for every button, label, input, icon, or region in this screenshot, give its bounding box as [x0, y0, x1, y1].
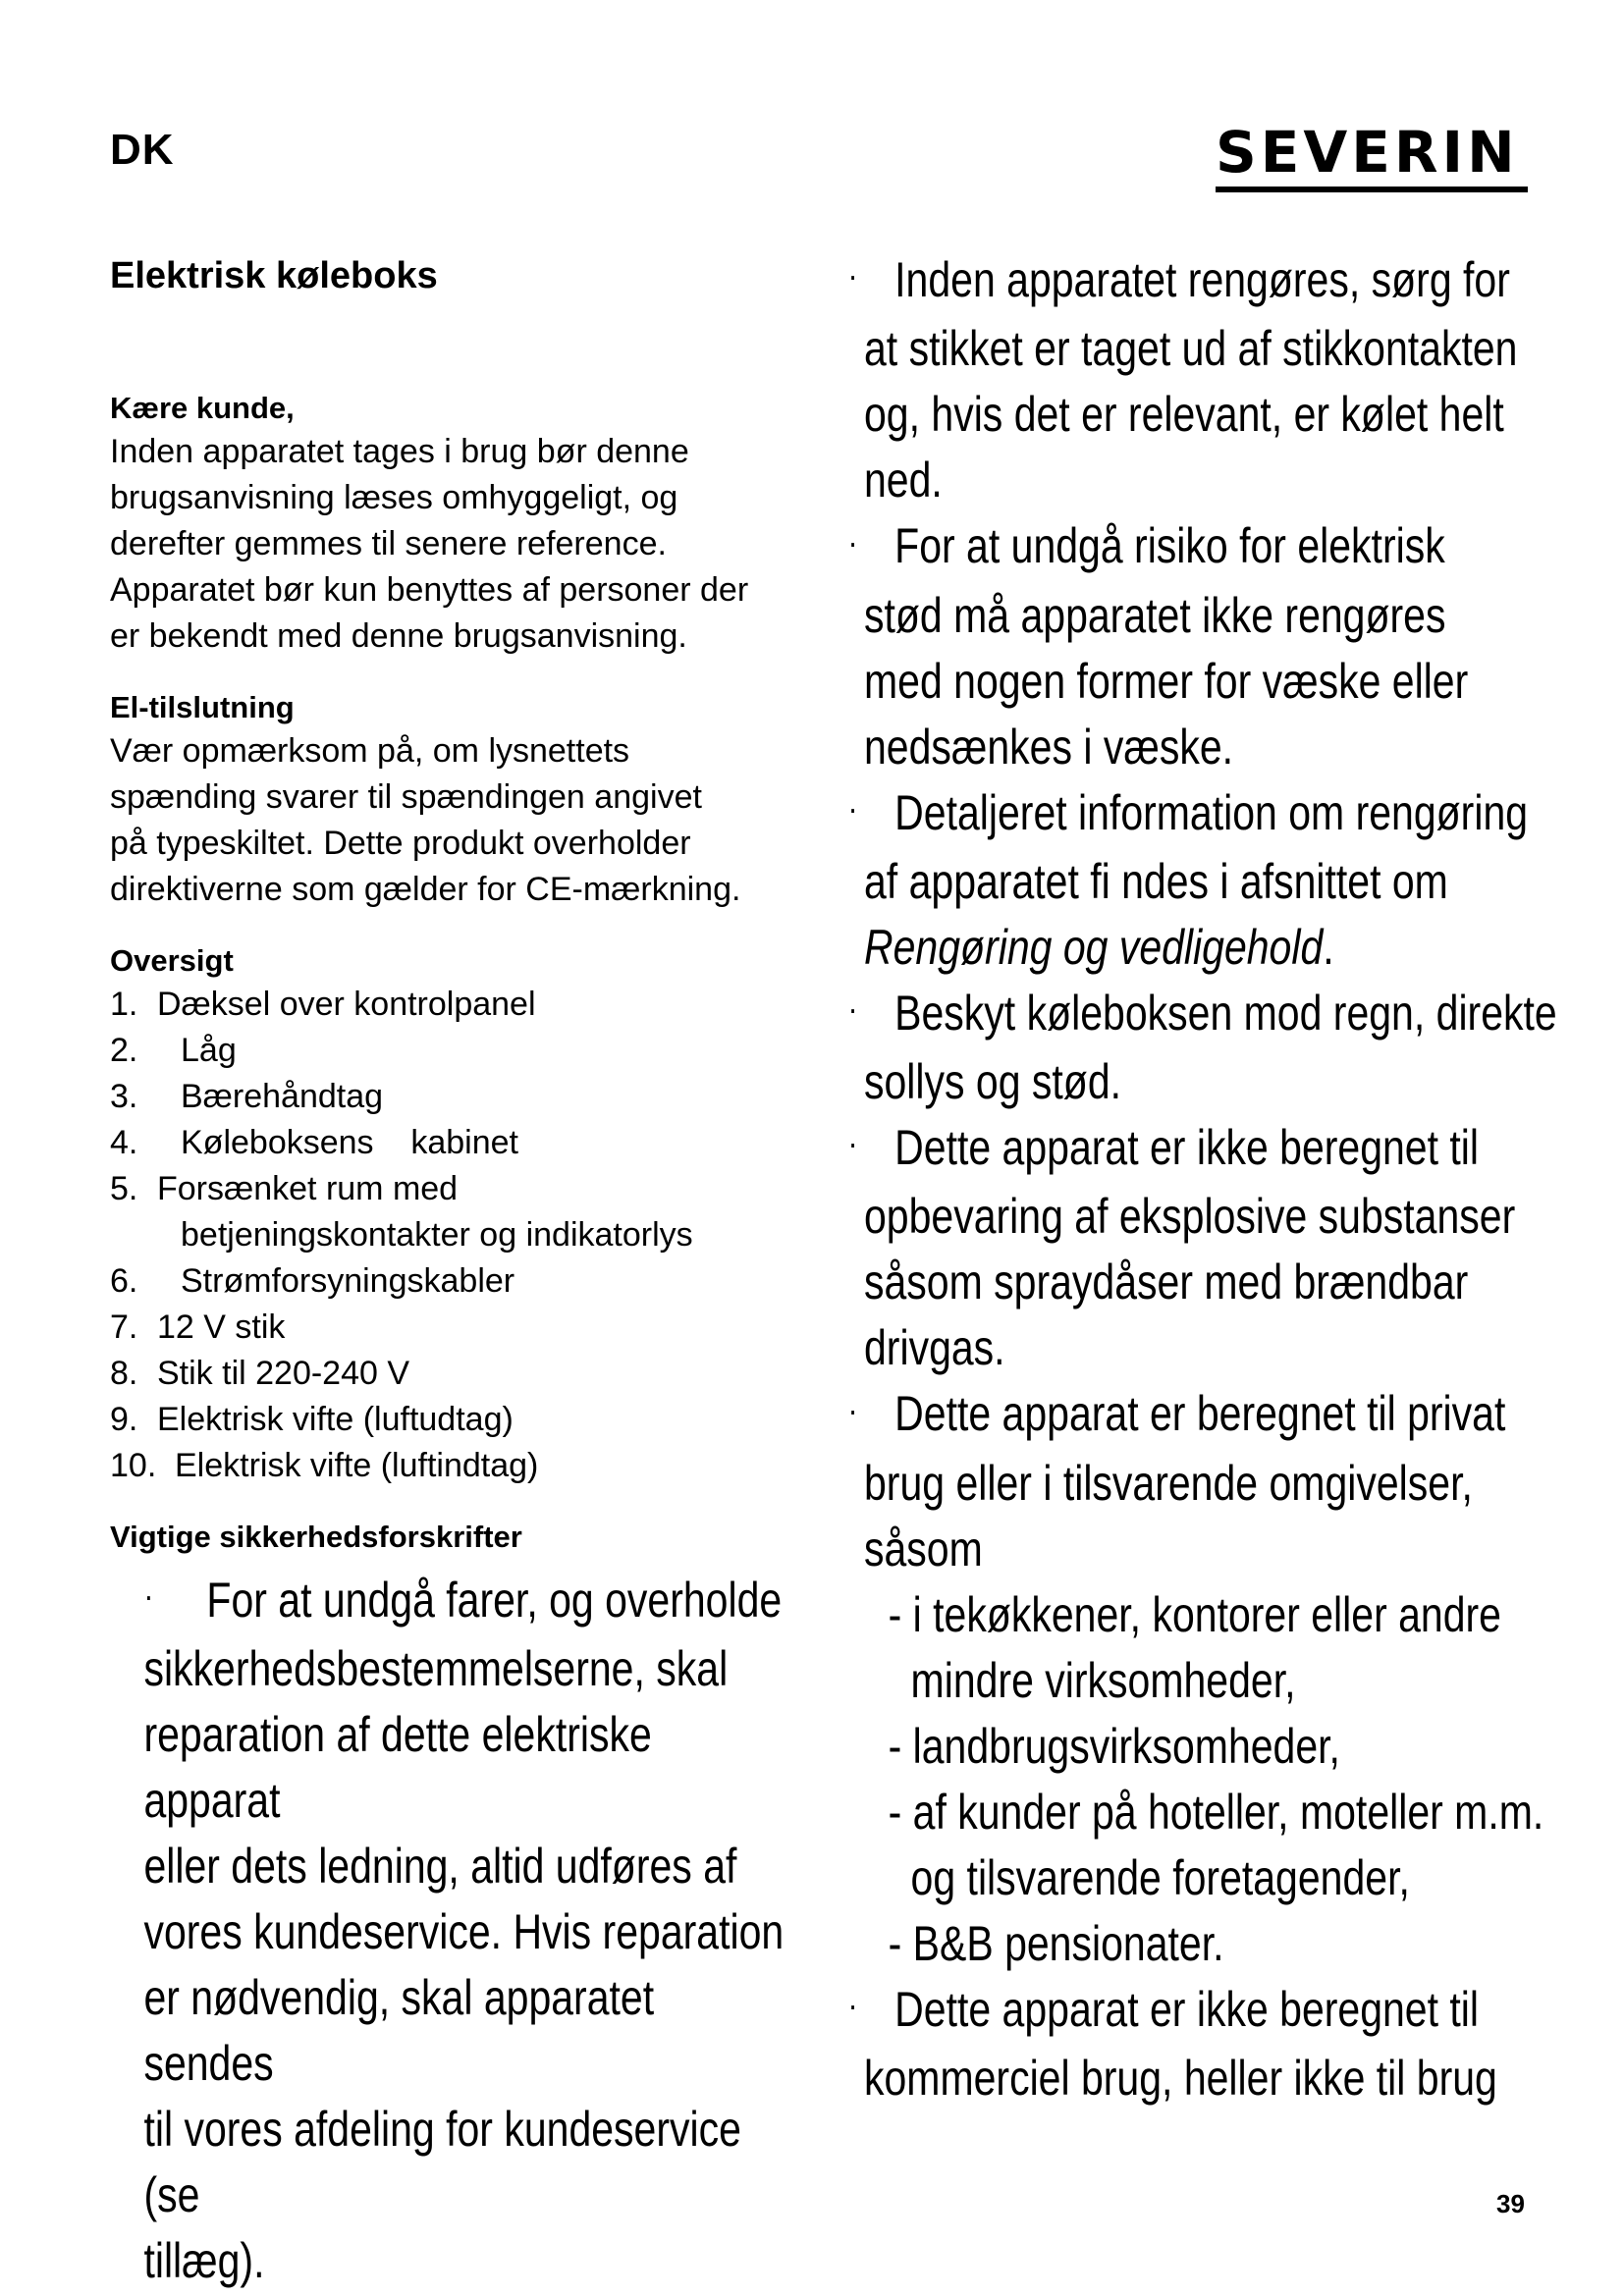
list-item: 2. Låg	[110, 1032, 237, 1069]
list-item: 9. Elektrisk vifte (luftudtag)	[110, 1401, 514, 1438]
list-item-continuation: betjeningskontakter og indikatorlys	[181, 1216, 693, 1254]
bullet-icon: ·	[847, 988, 858, 1030]
list-item: 4. Køleboksens kabinet	[110, 1124, 518, 1161]
safety-bullets-continued	[847, 247, 1573, 2111]
text-line: brugsanvisning læses omhyggeligt, og	[110, 479, 678, 516]
text-line: kommerciel brug, heller ikke til brug	[864, 2051, 1497, 2107]
text-line: er bekendt med denne brugsanvisning.	[110, 617, 687, 655]
bullet-icon: ·	[143, 1575, 154, 1617]
brand-logo	[1216, 119, 1528, 194]
text-line: såsom spraydåser med brændbar	[864, 1255, 1469, 1310]
dash-item: - B&B pensionater.	[888, 1915, 1224, 1971]
overview-list	[110, 982, 797, 1489]
safety-bullet: · For at undgå risiko for elektrisk stød må apparatet ikke rengøres med nogen former for væske eller nedsænkes i væske.	[864, 513, 1573, 779]
dash-item: - landbrugsvirksomheder,	[888, 1718, 1340, 1774]
text-line: og tilsvarende foretagender,	[910, 1849, 1410, 1905]
brand-name: SEVERIN	[1216, 119, 1519, 186]
brand-underline	[1216, 187, 1528, 192]
text-line: på typeskiltet. Dette produkt overholder	[110, 825, 691, 862]
text-line: ned.	[864, 453, 943, 508]
safety-bullet: · Detaljeret information om rengøring af apparatet fi ndes i afsnittet om Rengøring og vedligehold.	[864, 780, 1573, 981]
safety-bullet: · Dette apparat er beregnet til privat brug eller i tilsvarende omgivelser, såsom - i tekøkkener, kontorer eller andre mindre virksomheder, - landbrugsvirksomheder, - af kunder på hoteller, moteller m.m. og tilsvarende foretagender, - B&B pensionater.	[864, 1381, 1573, 1976]
safety-bullet: · Inden apparatet rengøres, sørg for at stikket er taget ud af stikkontakten og, hvis det er relevant, er kølet helt ned.	[864, 247, 1573, 513]
greeting-heading: Kære kunde,	[110, 391, 295, 425]
connection-text	[110, 728, 797, 913]
text-line: Rengøring og vedligehold.	[864, 919, 1334, 975]
safety-heading: Vigtige sikkerhedsforskrifter	[110, 1520, 522, 1554]
bullet-icon: ·	[847, 1389, 858, 1430]
right-column	[847, 247, 1571, 2111]
text-line: sollys og stød.	[864, 1054, 1122, 1110]
bullet-icon: ·	[847, 1123, 858, 1164]
list-item: 10. Elektrisk vifte (luftindtag)	[110, 1447, 539, 1484]
list-item: 5. Forsænket rum med	[110, 1170, 459, 1207]
safety-bullet: · For at undgå farer, og overholde sikkerhedsbestemmelserne, skal reparation af dette elektriske apparat eller dets ledning, altid udføres af vores kundeservice. Hvis reparation er nødvendig, skal apparatet sendes til vores afdeling for kundeservice (se tillæg).	[110, 1568, 794, 2294]
bullet-icon: ·	[847, 255, 858, 296]
text-line: eller dets ledning, altid udføres af	[143, 1839, 737, 1895]
text-line: opbevaring af eksplosive substanser	[864, 1189, 1516, 1245]
list-item: 3. Bærehåndtag	[110, 1078, 384, 1115]
safety-bullet: · Beskyt køleboksen mod regn, direkte sollys og stød.	[864, 981, 1573, 1115]
text-line: reparation af dette elektriske apparat	[143, 1707, 652, 1829]
text-line: af apparatet fi ndes i afsnittet om	[864, 853, 1448, 909]
safety-bullet: · Dette apparat er ikke beregnet til opbevaring af eksplosive substanser såsom spraydåser med brændbar drivgas.	[864, 1115, 1573, 1381]
overview-heading: Oversigt	[110, 943, 234, 978]
left-column	[110, 247, 797, 2294]
text-line: spænding svarer til spændingen angivet	[110, 778, 702, 816]
text-line: vores kundeservice. Hvis reparation	[143, 1904, 785, 1960]
safety-bullet: · Dette apparat er ikke beregnet til kommerciel brug, heller ikke til brug	[864, 1977, 1573, 2111]
text-line: tillæg).	[143, 2233, 265, 2289]
list-item: 8. Stik til 220-240 V	[110, 1355, 410, 1392]
text-line: derefter gemmes til senere reference.	[110, 525, 667, 562]
text-line: med nogen former for væske eller	[864, 653, 1469, 709]
text-line: brug eller i tilsvarende omgivelser,	[864, 1455, 1473, 1511]
text-line: og, hvis det er relevant, er kølet helt	[864, 387, 1504, 443]
text-line: Apparatet bør kun benyttes af personer der	[110, 571, 749, 609]
dash-item: - i tekøkkener, kontorer eller andre	[888, 1586, 1501, 1642]
text-line: stød må apparatet ikke rengøres	[864, 587, 1446, 643]
bullet-icon: ·	[847, 787, 858, 828]
list-item: 6. Strømforsyningskabler	[110, 1262, 515, 1300]
text-line: nedsænkes i væske.	[864, 719, 1234, 774]
text-line: direktiverne som gælder for CE-mærkning.	[110, 871, 741, 908]
page-number: 39	[1496, 2189, 1525, 2218]
dash-item: - af kunder på hoteller, moteller m.m.	[888, 1784, 1544, 1840]
text-line: mindre virksomheder,	[910, 1652, 1296, 1708]
language-code: DK	[110, 126, 175, 174]
text-line: til vores afdeling for kundeservice (se	[143, 2102, 741, 2223]
text-line: Vær opmærksom på, om lysnettets	[110, 732, 630, 770]
section-reference: Rengøring og vedligehold	[864, 919, 1324, 975]
greeting-text	[110, 429, 797, 660]
bullet-icon: ·	[847, 521, 858, 562]
text-line: Inden apparatet tages i brug bør denne	[110, 433, 689, 470]
text-line: såsom	[864, 1521, 983, 1576]
list-item: 1. Dæksel over kontrolpanel	[110, 986, 536, 1023]
text-line: at stikket er taget ud af stikkontakten	[864, 321, 1518, 377]
text-line: drivgas.	[864, 1320, 1005, 1376]
text-line: sikkerhedsbestemmelserne, skal	[143, 1641, 729, 1697]
bullet-icon: ·	[847, 1985, 858, 2026]
connection-heading: El-tilslutning	[110, 690, 295, 724]
text-line: er nødvendig, skal apparatet sendes	[143, 1970, 655, 2092]
list-item: 7. 12 V stik	[110, 1308, 286, 1346]
page-title: Elektrisk køleboks	[110, 255, 438, 296]
